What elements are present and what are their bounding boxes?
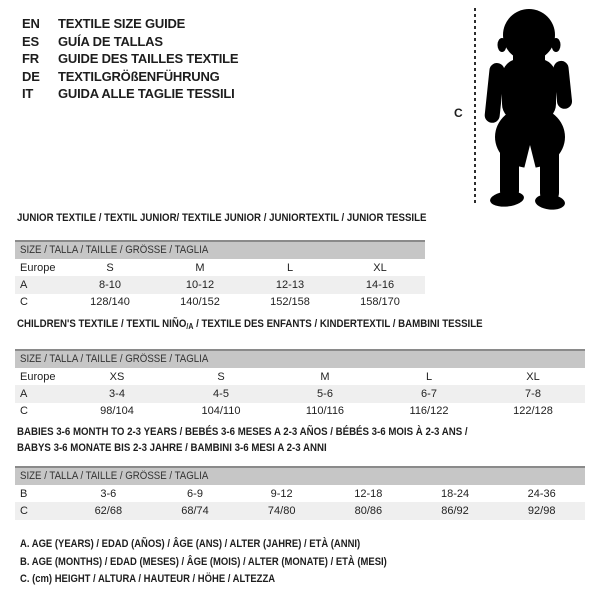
table-cell: L (425, 370, 433, 383)
table-cell: 116/122 (409, 405, 449, 418)
table-row (15, 403, 585, 420)
table-cell: 8-10 (98, 279, 122, 292)
note-text: A. AGE (YEARS) / EDAD (AÑOS) / ÂGE (ANS) / ALTER (JAHRE) / ETÀ (ANNI) (20, 538, 361, 550)
table-cell: 5-6 (317, 388, 333, 401)
table-cell: 3-4 (109, 388, 125, 401)
height-measure-label: C (454, 106, 463, 120)
table-cell: 62/68 (94, 505, 123, 518)
table-row (15, 294, 425, 311)
table-cell: 10-12 (185, 279, 215, 292)
table-cell: 14-16 (365, 279, 395, 292)
table-row (15, 276, 425, 293)
table-cell: 98/104 (100, 405, 134, 418)
row-label: C (20, 296, 28, 309)
title-text: CHILDREN'S TEXTILE / TEXTIL NIÑO (17, 318, 187, 330)
row-label: Europe (20, 261, 56, 274)
table-cell: 128/140 (90, 296, 130, 309)
junior-table-rows (15, 259, 425, 311)
lang-row-it (22, 85, 238, 103)
table-cell: XL (373, 261, 387, 274)
title-line-1: BABIES 3-6 MONTH TO 2-3 YEARS / BEBÉS 3-6 MESES A 2-3 AÑOS / BÉBÉS 3-6 MOIS À 2-3 ANS / (17, 426, 468, 438)
babies-table-rows (15, 485, 585, 520)
lang-label: GUIDA ALLE TAGLIE TESSILI (58, 86, 235, 102)
table-cell: 158/170 (360, 296, 400, 309)
size-header-bar (15, 349, 585, 368)
babies-table-title (17, 424, 585, 456)
row-label: A (20, 388, 28, 401)
row-label: B (20, 487, 28, 500)
row-label: C (20, 505, 28, 518)
table-cell: M (320, 370, 330, 383)
lang-row-fr (22, 50, 238, 68)
table-cell: 74/80 (267, 505, 296, 518)
children-table-section (15, 318, 585, 420)
note-c (20, 571, 447, 589)
lang-row-en (22, 15, 238, 33)
title-subscript: /A (186, 322, 194, 331)
lang-code: FR (22, 51, 39, 67)
lang-code: DE (22, 68, 40, 84)
row-label: C (20, 405, 28, 418)
lang-label: TEXTILE SIZE GUIDE (58, 16, 186, 32)
lang-code: IT (22, 86, 34, 102)
row-label: A (20, 279, 28, 292)
table-cell: 122/128 (513, 405, 553, 418)
lang-row-de (22, 68, 238, 86)
size-header-text: SIZE / TALLA / TAILLE / GRÖSSE / TAGLIA (20, 353, 209, 365)
table-row (15, 485, 585, 502)
table-cell: 104/110 (201, 405, 241, 418)
junior-table-title (17, 212, 425, 224)
note-a (20, 536, 447, 554)
table-cell: XL (526, 370, 540, 383)
table-cell: 110/116 (305, 405, 345, 418)
table-cell: XS (109, 370, 125, 383)
lang-code: ES (22, 33, 39, 49)
babies-table-section (15, 424, 585, 520)
language-title-list (22, 15, 238, 103)
table-cell: 18-24 (440, 487, 470, 500)
lang-label: TEXTILGRÖßENFÜHRUNG (58, 68, 220, 84)
title-text: / TEXTILE DES ENFANTS / KINDERTEXTIL / BAMBINI TESSILE (193, 318, 483, 330)
table-cell: 6-9 (187, 487, 203, 500)
table-cell: M (195, 261, 205, 274)
table-cell: 140/152 (180, 296, 220, 309)
row-label: Europe (20, 370, 56, 383)
table-cell: S (217, 370, 225, 383)
table-cell: 6-7 (421, 388, 437, 401)
junior-table-section (15, 212, 425, 311)
baby-silhouette-icon (481, 5, 575, 210)
height-measure-dashed-line (474, 8, 476, 206)
size-header-text: SIZE / TALLA / TAILLE / GRÖSSE / TAGLIA (20, 244, 209, 256)
legend-notes (20, 536, 447, 589)
title-text: JUNIOR TEXTILE / TEXTIL JUNIOR/ TEXTILE JUNIOR / JUNIORTEXTIL / JUNIOR TESSILE (17, 212, 427, 224)
children-table-title (17, 318, 585, 333)
note-b (20, 554, 447, 572)
lang-row-es (22, 33, 238, 51)
size-header-bar (15, 466, 585, 485)
table-cell: 3-6 (100, 487, 117, 500)
lang-code: EN (22, 16, 40, 32)
table-cell: 92/98 (527, 505, 556, 518)
table-cell: 12-18 (354, 487, 383, 500)
title-line-2: BABYS 3-6 MONATE BIS 2-3 JAHRE / BAMBINI 3-6 MESI A 2-3 ANNI (17, 442, 327, 454)
table-cell: S (106, 261, 114, 274)
size-header-bar (15, 240, 425, 259)
lang-label: GUÍA DE TALLAS (58, 33, 163, 49)
table-cell: 68/74 (181, 505, 209, 518)
table-row (15, 502, 585, 519)
table-row (15, 259, 425, 276)
lang-label: GUIDE DES TAILLES TEXTILE (58, 51, 239, 67)
table-cell: 24-36 (527, 487, 556, 500)
table-cell: 80/86 (354, 505, 383, 518)
note-text: B. AGE (MONTHS) / EDAD (MESES) / ÂGE (MOIS) / ALTER (MONATE) / ETÀ (MESI) (20, 555, 387, 568)
table-cell: 12-13 (275, 279, 305, 292)
table-row (15, 368, 585, 385)
table-cell: 152/158 (270, 296, 310, 309)
table-cell: 9-12 (270, 487, 293, 500)
children-table-rows (15, 368, 585, 420)
table-cell: 7-8 (525, 388, 541, 401)
table-cell: 4-5 (213, 388, 229, 401)
table-cell: 86/92 (441, 505, 469, 518)
size-header-text: SIZE / TALLA / TAILLE / GRÖSSE / TAGLIA (20, 470, 209, 482)
note-text: C. (cm) HEIGHT / ALTURA / HAUTEUR / HÖHE / ALTEZZA (20, 573, 276, 585)
table-cell: L (286, 261, 294, 274)
table-row (15, 385, 585, 402)
